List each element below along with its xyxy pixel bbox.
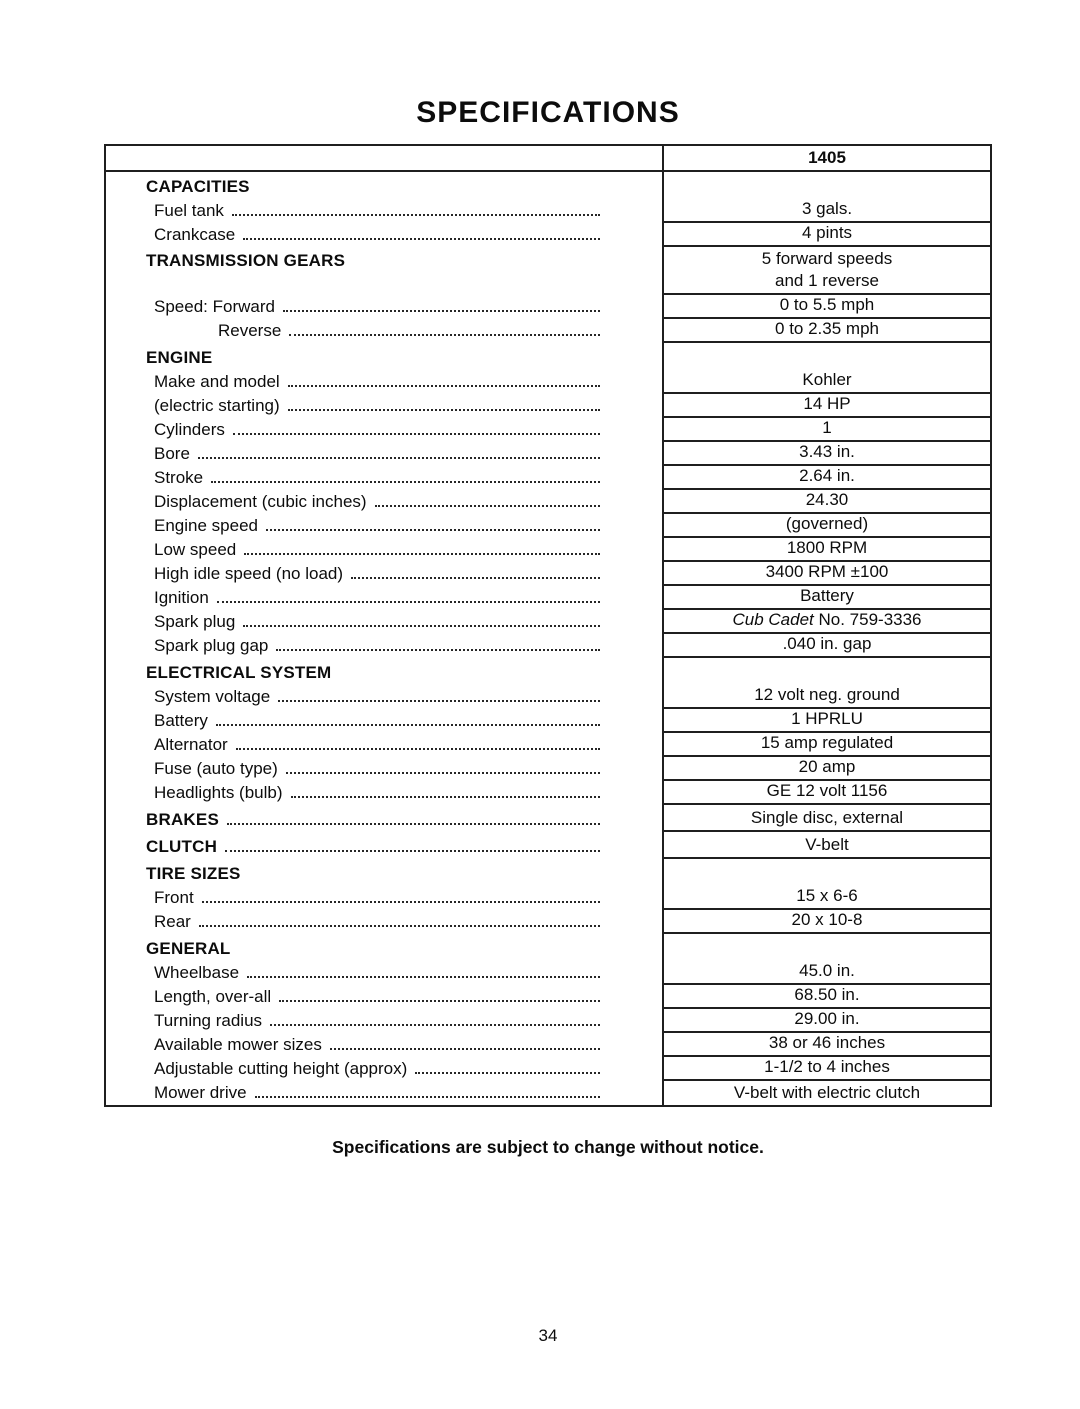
spec-value: 29.00 in. — [794, 1009, 860, 1028]
spec-row — [106, 709, 990, 733]
spec-row — [106, 733, 990, 757]
spec-label: Fuse (auto type) — [154, 759, 278, 778]
spec-value-cell — [662, 934, 990, 961]
leader-dots — [199, 925, 600, 927]
leader-dots — [289, 334, 600, 336]
leader-dots — [247, 976, 600, 978]
spec-value: 68.50 in. — [794, 985, 860, 1004]
spec-label: Crankcase — [154, 225, 236, 244]
spec-label: Fuel tank — [154, 201, 224, 220]
spec-label-cell — [106, 685, 662, 709]
spec-value: 1800 RPM — [786, 538, 868, 557]
spec-label: Reverse — [218, 321, 282, 340]
model-column-header — [662, 146, 990, 170]
spec-value-cell — [662, 961, 990, 985]
leader-dots — [291, 796, 600, 798]
spec-label: Adjustable cutting height (approx) — [154, 1059, 408, 1078]
spec-label: Front — [154, 888, 194, 907]
spec-label-cell — [106, 343, 662, 370]
spec-value-cell — [662, 985, 990, 1009]
spec-row — [106, 538, 990, 562]
spec-row — [106, 757, 990, 781]
spec-value-cell — [662, 910, 990, 934]
spec-label-cell — [106, 859, 662, 886]
spec-value-cell — [662, 1009, 990, 1033]
section-header-row — [106, 343, 990, 370]
spec-label-cell — [106, 1009, 662, 1033]
spec-value-cell — [662, 658, 990, 685]
spec-label: Stroke — [154, 468, 204, 487]
spec-value-cell — [662, 466, 990, 490]
spec-value-cell — [662, 709, 990, 733]
spec-value: 24.30 — [805, 490, 849, 509]
spec-label: Length, over-all — [154, 987, 272, 1006]
spec-value-cell — [662, 1033, 990, 1057]
spec-row — [106, 886, 990, 910]
leader-dots — [211, 481, 600, 483]
leader-dots — [202, 901, 600, 903]
spec-label-cell — [106, 172, 662, 199]
spec-label-cell — [106, 1033, 662, 1057]
leader-dots — [243, 625, 600, 627]
spec-label: System voltage — [154, 687, 271, 706]
spec-value-cell — [662, 886, 990, 910]
leader-dots — [255, 1096, 600, 1098]
spec-label-cell — [106, 985, 662, 1009]
spec-label-cell — [106, 418, 662, 442]
spec-label: Mower drive — [154, 1083, 247, 1102]
spec-row — [106, 610, 990, 634]
spec-value: V-belt with electric clutch — [733, 1083, 921, 1102]
spec-row — [106, 910, 990, 934]
section-header-row — [106, 859, 990, 886]
spec-label-cell — [106, 442, 662, 466]
spec-row — [106, 394, 990, 418]
spec-label-cell — [106, 961, 662, 985]
spec-value: 1-1/2 to 4 inches — [764, 1057, 890, 1076]
spec-value-cell — [662, 247, 990, 295]
spec-value-cell — [662, 442, 990, 466]
spec-label: High idle speed (no load) — [154, 564, 344, 583]
spec-table-rows — [106, 172, 990, 1105]
spec-label-cell — [106, 514, 662, 538]
leader-dots — [227, 823, 600, 825]
spec-value: Single disc, external — [750, 808, 904, 827]
spec-value-cell — [662, 1057, 990, 1081]
spec-value: 38 or 46 inches — [768, 1033, 886, 1052]
spec-value-cell — [662, 490, 990, 514]
spec-value-cell — [662, 538, 990, 562]
leader-dots — [270, 1024, 600, 1026]
spec-value: 4 pints — [801, 223, 853, 242]
spec-value: 14 HP — [803, 394, 851, 413]
spec-value-cell — [662, 781, 990, 805]
spec-row — [106, 514, 990, 538]
spec-value-cell — [662, 343, 990, 370]
spec-label-cell — [106, 709, 662, 733]
spec-row — [106, 685, 990, 709]
spec-label-cell — [106, 1057, 662, 1081]
spec-label-cell — [106, 910, 662, 934]
spec-label: Displacement (cubic inches) — [154, 492, 367, 511]
spec-value-cell — [662, 733, 990, 757]
table-header-empty-cell — [106, 146, 662, 170]
leader-dots — [330, 1048, 600, 1050]
spec-label: CAPACITIES — [146, 177, 250, 196]
spec-row — [106, 562, 990, 586]
spec-value: 3.43 in. — [799, 442, 855, 461]
spec-label-cell — [106, 394, 662, 418]
spec-value: 45.0 in. — [799, 961, 855, 980]
section-header-row — [106, 805, 990, 832]
leader-dots — [351, 577, 600, 579]
table-header-row — [106, 146, 990, 172]
spec-value: 15 x 6-6 — [796, 886, 858, 905]
spec-value: .040 in. gap — [782, 634, 872, 653]
spec-label-cell — [106, 370, 662, 394]
spec-label: Battery — [154, 711, 208, 730]
spec-label-cell — [106, 319, 662, 343]
spec-label-cell — [106, 658, 662, 685]
spec-value-cell — [662, 295, 990, 319]
spec-value: 20 amp — [798, 757, 856, 776]
spec-value: Kohler — [802, 370, 852, 389]
spec-value-cell — [662, 223, 990, 247]
page-title: SPECIFICATIONS — [416, 96, 680, 129]
spec-row — [106, 586, 990, 610]
leader-dots — [232, 214, 600, 216]
spec-value: 1 — [822, 418, 832, 437]
spec-value-cell — [662, 394, 990, 418]
spec-value-cell — [662, 634, 990, 658]
leader-dots — [276, 649, 600, 651]
spec-label-cell — [106, 586, 662, 610]
spec-value-cell — [662, 859, 990, 886]
spec-value: 12 volt neg. ground — [754, 685, 900, 704]
spec-label: TRANSMISSION GEARS — [146, 251, 346, 270]
spec-value: V-belt — [805, 835, 849, 854]
spec-label: Wheelbase — [154, 963, 240, 982]
spec-value-cell — [662, 172, 990, 199]
spec-label-cell — [106, 886, 662, 910]
spec-label: Bore — [154, 444, 190, 463]
spec-value: 1 HPRLU — [791, 709, 863, 728]
leader-dots — [243, 238, 600, 240]
spec-row — [106, 1009, 990, 1033]
spec-label: ELECTRICAL SYSTEM — [146, 663, 332, 682]
section-header-row — [106, 832, 990, 859]
spec-value: GE 12 volt 1156 — [766, 781, 888, 800]
spec-value-cell — [662, 199, 990, 223]
manual-page — [104, 0, 992, 1346]
spec-value-cell — [662, 832, 990, 859]
leader-dots — [279, 1000, 600, 1002]
section-header-row — [106, 172, 990, 199]
spec-label: Make and model — [154, 372, 280, 391]
spec-label: Engine speed — [154, 516, 258, 535]
spec-label: Low speed — [154, 540, 237, 559]
spec-row — [106, 1033, 990, 1057]
spec-value: Cub Cadet No. 759-3336 — [732, 610, 922, 629]
spec-row — [106, 490, 990, 514]
spec-label-cell — [106, 781, 662, 805]
spec-value-cell — [662, 1081, 990, 1105]
spec-label: Cylinders — [154, 420, 225, 439]
spec-label: Alternator — [154, 735, 228, 754]
spec-label-cell — [106, 832, 662, 859]
spec-label-cell — [106, 934, 662, 961]
spec-label-cell — [106, 295, 662, 319]
spec-label-cell — [106, 466, 662, 490]
spec-label-cell — [106, 1081, 662, 1105]
spec-value: 20 x 10-8 — [791, 910, 863, 929]
spec-label-cell — [106, 805, 662, 832]
spec-row — [106, 418, 990, 442]
leader-dots — [216, 724, 600, 726]
spec-label-cell — [106, 610, 662, 634]
spec-label: GENERAL — [146, 939, 231, 958]
spec-label: Ignition — [154, 588, 209, 607]
leader-dots — [286, 772, 600, 774]
spec-label: Speed: Forward — [154, 297, 275, 316]
spec-value-cell — [662, 757, 990, 781]
spec-label-cell — [106, 490, 662, 514]
spec-table — [104, 144, 992, 1107]
spec-value-line: and 1 reverse — [775, 271, 879, 290]
spec-row — [106, 223, 990, 247]
spec-row — [106, 199, 990, 223]
leader-dots — [266, 529, 600, 531]
leader-dots — [225, 850, 600, 852]
spec-value: 0 to 5.5 mph — [779, 295, 875, 314]
spec-label: Turning radius — [154, 1011, 263, 1030]
spec-value: 3 gals. — [801, 199, 853, 218]
leader-dots — [217, 601, 600, 603]
spec-value: 15 amp regulated — [760, 733, 894, 752]
spec-label-cell — [106, 247, 662, 295]
leader-dots — [288, 409, 600, 411]
section-header-row — [106, 247, 990, 295]
spec-label-cell — [106, 634, 662, 658]
spec-row — [106, 961, 990, 985]
spec-label: (electric starting) — [154, 396, 280, 415]
spec-value-cell — [662, 319, 990, 343]
spec-value-cell — [662, 610, 990, 634]
spec-value: (governed) — [785, 514, 869, 533]
spec-label-cell — [106, 562, 662, 586]
spec-value-line: 5 forward speeds — [761, 249, 893, 268]
spec-label: CLUTCH — [146, 837, 218, 856]
section-header-row — [106, 934, 990, 961]
spec-label: TIRE SIZES — [146, 864, 241, 883]
spec-label: Spark plug — [154, 612, 236, 631]
spec-value-cell — [662, 370, 990, 394]
leader-dots — [283, 310, 600, 312]
leader-dots — [236, 748, 600, 750]
spec-label: BRAKES — [146, 810, 219, 829]
leader-dots — [244, 553, 600, 555]
spec-label: Available mower sizes — [154, 1035, 322, 1054]
leader-dots — [288, 385, 600, 387]
spec-row — [106, 295, 990, 319]
leader-dots — [198, 457, 600, 459]
spec-value: Battery — [800, 586, 854, 605]
spec-row — [106, 985, 990, 1009]
spec-value-cell — [662, 562, 990, 586]
spec-label-cell — [106, 757, 662, 781]
spec-row — [106, 1081, 990, 1105]
spec-row — [106, 634, 990, 658]
section-header-row — [106, 658, 990, 685]
spec-label-cell — [106, 538, 662, 562]
spec-row — [106, 442, 990, 466]
spec-label-cell — [106, 223, 662, 247]
spec-label: ENGINE — [146, 348, 213, 367]
spec-value-cell — [662, 805, 990, 832]
spec-value: 2.64 in. — [799, 466, 855, 485]
leader-dots — [233, 433, 600, 435]
leader-dots — [278, 700, 600, 702]
spec-label: Rear — [154, 912, 191, 931]
spec-value-cell — [662, 514, 990, 538]
spec-label-cell — [106, 199, 662, 223]
spec-label: Headlights (bulb) — [154, 783, 283, 802]
spec-row — [106, 781, 990, 805]
page-number: 34 — [538, 1326, 558, 1345]
spec-value: 3400 RPM ±100 — [765, 562, 889, 581]
spec-row — [106, 466, 990, 490]
spec-value-cell — [662, 586, 990, 610]
leader-dots — [415, 1072, 600, 1074]
change-notice: Specifications are subject to change without notice. — [332, 1137, 764, 1157]
spec-label: Spark plug gap — [154, 636, 269, 655]
spec-value-cell — [662, 685, 990, 709]
spec-row — [106, 370, 990, 394]
spec-value-cell — [662, 418, 990, 442]
spec-value: 0 to 2.35 mph — [775, 319, 879, 338]
leader-dots — [375, 505, 600, 507]
spec-row — [106, 1057, 990, 1081]
spec-label-cell — [106, 733, 662, 757]
model-number: 1405 — [808, 148, 846, 167]
spec-row — [106, 319, 990, 343]
